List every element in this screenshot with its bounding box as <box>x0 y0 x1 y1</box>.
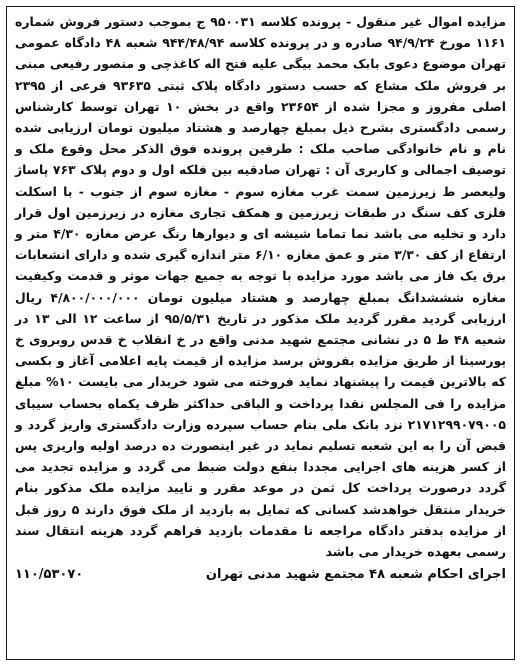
auction-notice <box>6 6 515 660</box>
notice-footer <box>15 564 506 586</box>
issuing-office-signature: اجرای احکام شعبه ۴۸ مجتمع شهید مدنی تهران <box>205 567 506 583</box>
notice-code: ۱۱۰/۵۳۰۷۰ <box>15 567 84 583</box>
notice-body-text: مزایده اموال غیر منقول - پرونده کلاسه ۹۵۰۰۳۱ ج بموجب دستور فروش شماره ۱۱۶۱ مورخ ۹۴/۹/۲۴ صادره و در پرونده کلاسه ۹۴۴/۴۸/۹۴ شعبه ۴۸ دادگاه عمومی تهران موضوع دعوی بابک محمد بیگی علیه فتح اله کاغذچی و منصور رفیعی مبنی بر فروش ملک مشاع که حسب دستور دادگاه پلاک ثبتی ۹۳۶۳۵ فرعی از ۲۳۹۵ اصلی مفروز و مجزا شده از ۲۳۶۵۴ واقع در بخش ۱۰ تهران توسط کارشناس رسمی دادگستری بشرح ذیل بمبلغ چهارصد و هشتاد میلیون تومان ارزیابی شده نام و نام خانوادگی صاحب ملک : طرفین پرونده فوق الذکر محل وقوع ملک و توصیف اجمالی و کاربری آن : تهران صادقیه بین فلکه اول و دوم پلاک ۷۶۳ پاساژ ولیعصر ط زیرزمین سمت غرب مغازه سوم - مغازه سوم از جنوب - با اسکلت فلزی کف سنگ در طبقات زیرزمین و همکف تجاری مغازه در زیرزمین اول قرار دارد و تخلیه می باشد نما تماما شیشه ای و دیوارها رنگ عرض مغازه ۴/۳۰ متر و ارتفاع از کف ۳/۳۰ متر و عمق مغازه ۶/۱۰ متر اندازه گیری شده و دارای انشعابات برق یک فاز می باشد مورد مزایده با توجه به جمیع جهات موثر و قدمت وکیفیت مغازه شششدانگ بمبلغ چهارصد و هشتاد میلیون تومان ۴/۸۰۰/۰۰۰/۰۰۰ ریال ارزیابی گردید مقرر گردید ملک مذکور در تاریخ ۹۵/۵/۳۱ از ساعت ۱۲ الی ۱۳ در شعبه ۴۸ ط ۵ در نشانی مجتمع شهید مدنی واقع در خ انقلاب خ قدس روبروی خ پورسینا از طریق مزایده بفروش برسد مزایده از قیمت پایه اعلامی آغاز و بکسی که بالاترین قیمت را پیشنهاد نماید فروخته می شود خریدار می بایست ۱۰% مبلغ مزایده را فی المجلس نقدا پرداخت و الباقی حداکثر ظرف یکماه بحساب سیبای ۲۱۷۱۲۹۹۰۷۹۰۰۵ نزد بانک ملی بنام حساب سپرده وزارت دادگستری واریز گردد و قبض آن را به این شعبه تسلیم نماید در غیر اینصورت ده درصد اولیه واریزی پس از کسر هزینه های اجرایی مجددا بنفع دولت ضبط می گردد و مزایده تجدید می گردد درصورت پرداخت کل ثمن در موعد مقرر و تایید مزایده ملک مذکور بنام خریدار منتقل خواهدشد کسانی که تمایل به بازدید از ملک فوق دارند ۵ روز قبل از مزایده بدفتر دادگاه مراجعه تا مقدمات بازدید فراهم گردد هزینه انتقال سند رسمی بعهده خریدار می باشد <box>15 14 507 560</box>
